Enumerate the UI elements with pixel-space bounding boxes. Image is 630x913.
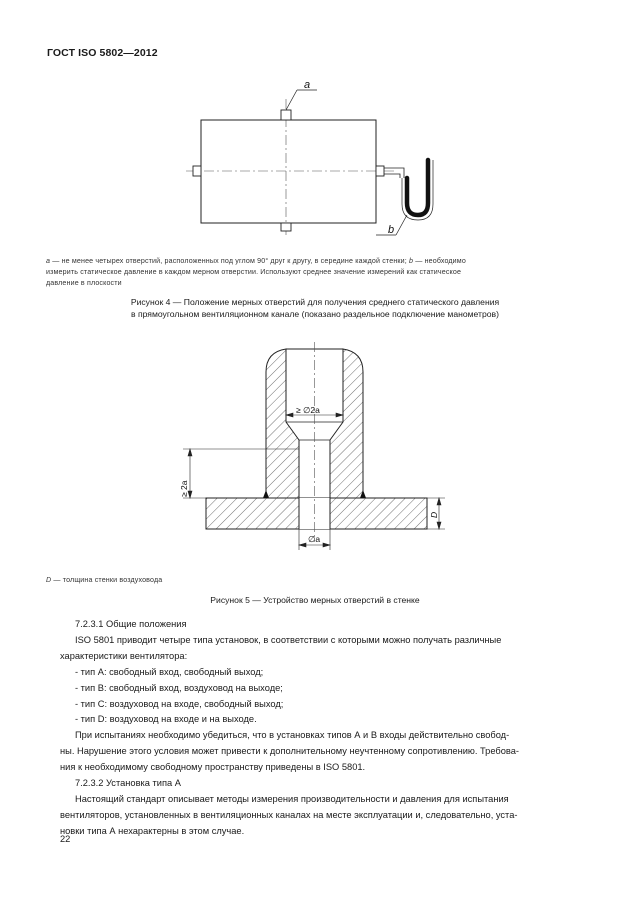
legend-line1-tail: — необходимо bbox=[413, 257, 466, 265]
list-item-type-b: - тип В: свободный вход, воздуховод на выходе; bbox=[75, 682, 283, 693]
figure-4-caption bbox=[60, 296, 570, 320]
figure-4-caption-line2: в прямоугольном вентиляционном канале (показано раздельное подключение манометров) bbox=[131, 309, 499, 320]
legend-b-key: b bbox=[409, 257, 414, 265]
paragraph-2-line3: ния к необходимому свободному пространству приведены в ISO 5801. bbox=[60, 762, 366, 773]
document-header: ГОСТ ISO 5802—2012 bbox=[47, 47, 158, 59]
leader-a bbox=[286, 90, 317, 110]
legend-D-text: — толщина стенки воздуховода bbox=[51, 576, 163, 584]
section-heading-7232: 7.2.3.2 Установка типа А bbox=[75, 778, 181, 789]
paragraph-3-line1: Настоящий стандарт описывает методы измерения производительности и давления для испытания bbox=[75, 793, 509, 804]
paragraph-2-line2: ны. Нарушение этого условия может привести к дополнительному неучтенному сопротивлению. Требова- bbox=[60, 746, 520, 757]
paragraph-2-line1: При испытаниях необходимо убедиться, что в установках типов А и В входы действительно свобод- bbox=[75, 730, 510, 741]
legend-line2: измерить статическое давление в каждом мерном отверстии. Используют среднее значение измерений как статическое bbox=[46, 268, 462, 276]
dim-a-bottom-label: ∅a bbox=[308, 534, 321, 544]
dim-2a-side-label: ≥ 2a bbox=[179, 480, 189, 497]
legend-a-key: a bbox=[46, 257, 51, 265]
figure-4-caption-line1: Рисунок 4 — Положение мерных отверстий для получения среднего статического давления bbox=[130, 297, 500, 307]
paragraph-1-line1: ISO 5801 приводит четыре типа установок, в соответствии с которыми можно получать различные bbox=[75, 634, 502, 645]
measuring-tap-top bbox=[281, 110, 291, 120]
figure-5-drawing bbox=[175, 342, 450, 557]
wall-section bbox=[206, 498, 427, 529]
duct-rectangle bbox=[201, 120, 376, 223]
figure-4-drawing bbox=[180, 75, 450, 243]
legend-D-key: D bbox=[46, 576, 52, 584]
legend-line3: давление в плоскости bbox=[46, 279, 122, 287]
page-number: 22 bbox=[60, 834, 71, 844]
legend-line1-text: — не менее четырех отверстий, расположенных под углом 90° друг к другу, в середине каждой стенки; bbox=[50, 257, 409, 265]
body-text bbox=[60, 617, 586, 840]
figure-5-legend bbox=[46, 575, 584, 586]
figure-5-caption: Рисунок 5 — Устройство мерных отверстий в стенке bbox=[210, 595, 420, 605]
u-tube-manometer bbox=[402, 160, 433, 220]
label-b: b bbox=[388, 224, 395, 236]
measuring-tap-bottom bbox=[281, 223, 291, 231]
list-item-type-c: - тип С: воздуховод на входе, свободный выход; bbox=[75, 698, 284, 709]
list-item-type-d: - тип D: воздуховод на входе и на выходе. bbox=[75, 714, 257, 725]
paragraph-3-line2: вентиляторов, установленных в вентиляционных каналах на месте эксплуатации и, следовательно, уста- bbox=[60, 809, 518, 820]
measuring-tap-right bbox=[376, 166, 404, 178]
paragraph-1-line2: характеристики вентилятора: bbox=[60, 650, 188, 661]
measuring-tap-left bbox=[193, 166, 201, 176]
section-heading-7231: 7.2.3.1 Общие положения bbox=[75, 619, 187, 629]
figure-4-legend bbox=[46, 256, 584, 289]
list-item-type-a: - тип А: свободный вход, свободный выход; bbox=[75, 666, 264, 677]
dim-2a-top-label: ≥ ∅2a bbox=[296, 405, 320, 415]
paragraph-3-line3: новки типа А нехарактерны в этом случае. bbox=[60, 825, 245, 836]
dim-D-label: D bbox=[429, 511, 439, 518]
label-a: a bbox=[304, 79, 311, 91]
